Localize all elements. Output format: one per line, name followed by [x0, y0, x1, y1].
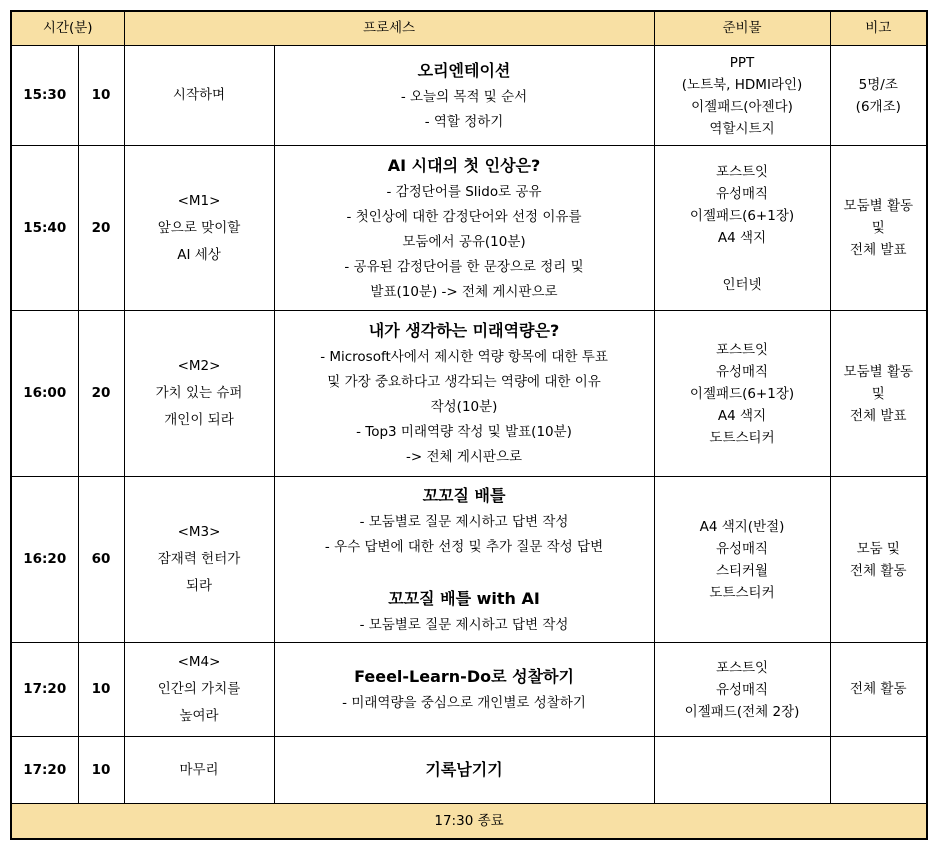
- session-cell: [124, 311, 274, 477]
- time-cell: 15:40: [11, 146, 78, 311]
- session-line: AI 세상: [177, 246, 221, 263]
- material-item: A4 색지: [717, 407, 767, 424]
- material-item: 이젤패드(아젠다): [691, 98, 793, 115]
- note-item: 모둠 및: [856, 540, 900, 557]
- minutes-cell: 20: [78, 146, 124, 311]
- header-materials: 준비물: [654, 11, 830, 46]
- notes-cell: [830, 643, 927, 737]
- process-detail: - 미래역량을 중심으로 개인별로 성찰하기: [342, 695, 586, 711]
- process-title: 꼬꼬질 배틀: [422, 485, 506, 505]
- minutes-cell: 10: [78, 737, 124, 804]
- material-item: 역할시트지: [709, 120, 775, 137]
- material-item: 유성매직: [715, 185, 769, 202]
- material-item: (노트북, HDMI라인): [681, 76, 803, 93]
- process-title-2: 꼬꼬질 배틀 with AI: [388, 588, 540, 608]
- material-item: A4 색지(반절): [699, 518, 785, 535]
- note-item: 모둠별 활동: [843, 363, 914, 380]
- time-cell: 16:20: [11, 477, 78, 643]
- material-item: 이젤패드(6+1장): [689, 385, 795, 402]
- materials-cell: [654, 643, 830, 737]
- process-detail: 모둠에서 공유(10분): [402, 233, 526, 250]
- process-detail: - 감정단어를 Slido로 공유: [386, 183, 542, 200]
- minutes-cell: 10: [78, 46, 124, 146]
- process-title: 오리엔테이션: [417, 60, 511, 80]
- process-title: 기록남기기: [425, 760, 503, 779]
- header-process: 프로세스: [124, 11, 654, 46]
- materials-cell: [654, 146, 830, 311]
- process-cell: [274, 146, 654, 311]
- time-cell: 16:00: [11, 311, 78, 477]
- process-gap: [275, 560, 654, 585]
- session-line: <M1>: [177, 192, 221, 209]
- note-item: 모둠별 활동: [843, 198, 914, 214]
- minutes-cell: 60: [78, 477, 124, 643]
- process-title: 내가 생각하는 미래역량은?: [368, 321, 560, 340]
- process-detail: - 첫인상에 대한 감정단어와 선정 이유를: [346, 208, 582, 225]
- note-item: (6개조): [855, 98, 901, 115]
- schedule-table: [10, 10, 928, 840]
- process-title: Feeel-Learn-Do로 성찰하기: [354, 667, 574, 686]
- session-line: <M2>: [177, 358, 221, 374]
- session-line: 앞으로 맞이할: [157, 219, 241, 236]
- process-detail: - 우수 답변에 대한 선정 및 추가 질문 작성 답변: [324, 538, 604, 555]
- process-detail: - 모둠별로 질문 제시하고 답변 작성: [359, 513, 569, 530]
- header-row: [11, 11, 927, 46]
- table-row: [11, 737, 927, 804]
- session-cell: [124, 46, 274, 146]
- process-detail: - 역할 정하기: [424, 113, 504, 130]
- material-item: 포스트잇: [715, 659, 769, 676]
- note-item: 전체 활동: [850, 562, 907, 579]
- table-row: [11, 311, 927, 477]
- session-line: 높여라: [179, 708, 219, 724]
- table-row: [11, 146, 927, 311]
- time-cell: 17:20: [11, 737, 78, 804]
- process-detail: - 공유된 감정단어를 한 문장으로 정리 및: [344, 258, 584, 275]
- process-detail: -> 전체 게시판으로: [405, 449, 523, 465]
- material-item: 이젤패드(6+1장): [689, 207, 795, 224]
- material-item: PPT: [729, 54, 755, 71]
- material-gap: [655, 249, 830, 274]
- session-line: 되라: [185, 578, 213, 594]
- materials-cell: [654, 311, 830, 477]
- process-detail: - 모둠별로 질문 제시하고 답변 작성: [359, 616, 569, 633]
- material-item: 이젤패드(전체 2장): [684, 703, 800, 720]
- header-time: 시간(분): [11, 11, 124, 46]
- footer-end: 17:30 종료: [11, 804, 927, 840]
- material-item: 유성매직: [715, 681, 769, 698]
- process-cell: [274, 46, 654, 146]
- table-row: [11, 643, 927, 737]
- time-cell: 15:30: [11, 46, 78, 146]
- material-item: 스티커월: [715, 562, 769, 579]
- material-item: 포스트잇: [715, 163, 769, 180]
- material-item: 도트스티커: [709, 584, 775, 601]
- session-line: <M3>: [177, 524, 221, 540]
- material-item: 인터넷: [722, 276, 762, 293]
- session-line: 개인이 되라: [164, 412, 234, 428]
- note-item: 5명/조: [858, 76, 898, 93]
- process-detail: - Microsoft사에서 제시한 역량 항목에 대한 투표: [320, 349, 608, 365]
- notes-cell: [830, 477, 927, 643]
- session-cell: [124, 146, 274, 311]
- process-detail: 발표(10분) -> 전체 게시판으로: [370, 283, 558, 300]
- process-detail: - Top3 미래역량 작성 및 발표(10분): [356, 424, 572, 440]
- material-item: 도트스티커: [709, 429, 775, 446]
- session-line: 가치 있는 슈퍼: [155, 385, 243, 401]
- materials-cell: [654, 46, 830, 146]
- note-item: 및: [871, 385, 885, 402]
- header-notes: 비고: [830, 11, 927, 46]
- table-row: [11, 477, 927, 643]
- footer-row: [11, 804, 927, 840]
- process-cell: [274, 477, 654, 643]
- material-item: A4 색지: [717, 229, 767, 246]
- process-detail: 및 가장 중요하다고 생각되는 역량에 대한 이유: [327, 374, 601, 390]
- material-item: 유성매직: [715, 363, 769, 380]
- table-row: [11, 46, 927, 146]
- session-line: 인간의 가치를: [157, 681, 241, 697]
- process-cell: [274, 643, 654, 737]
- process-cell: [274, 737, 654, 804]
- minutes-cell: 10: [78, 643, 124, 737]
- process-title: AI 시대의 첫 인상은?: [387, 155, 541, 175]
- materials-cell: [654, 737, 830, 804]
- notes-cell: [830, 46, 927, 146]
- notes-cell: [830, 311, 927, 477]
- session-cell: [124, 643, 274, 737]
- note-item: 전체 발표: [850, 407, 907, 424]
- note-item: 전체 활동: [850, 681, 907, 697]
- material-item: 유성매직: [715, 540, 769, 557]
- time-cell: 17:20: [11, 643, 78, 737]
- materials-cell: [654, 477, 830, 643]
- notes-cell: [830, 146, 927, 311]
- material-item: 포스트잇: [715, 341, 769, 358]
- session-line: 잠재력 헌터가: [157, 551, 241, 567]
- session-cell: [124, 477, 274, 643]
- process-detail: 작성(10분): [430, 399, 498, 415]
- session-line: 마무리: [179, 761, 219, 778]
- process-detail: - 오늘의 목적 및 순서: [400, 88, 528, 105]
- minutes-cell: 20: [78, 311, 124, 477]
- notes-cell: [830, 737, 927, 804]
- session-line: <M4>: [177, 654, 221, 670]
- session-line: 시작하며: [172, 87, 226, 103]
- note-item: 및: [871, 220, 885, 236]
- session-cell: [124, 737, 274, 804]
- process-cell: [274, 311, 654, 477]
- note-item: 전체 발표: [850, 242, 907, 258]
